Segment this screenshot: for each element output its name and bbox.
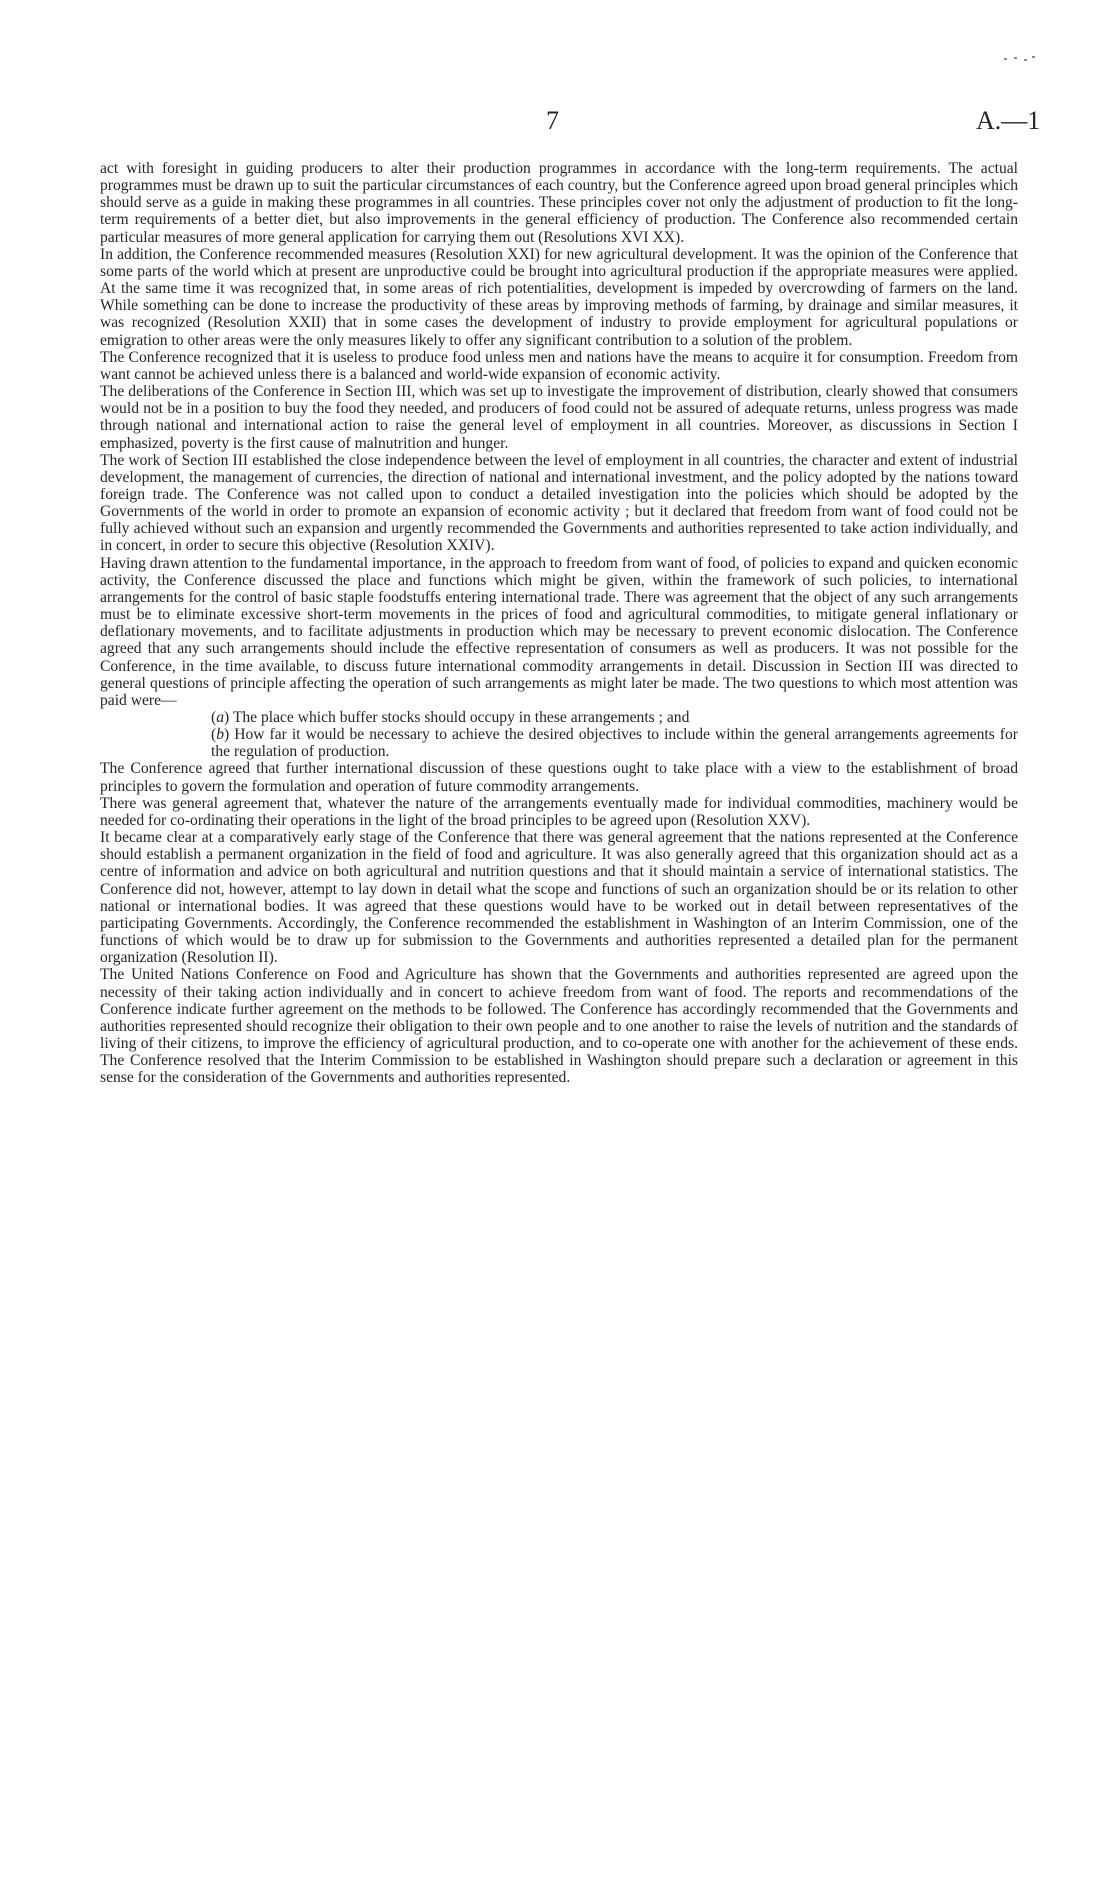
- paragraph: The Conference agreed that further international discussion of these questions ought to take place with a view to the establishment of broad principles to govern the formulation and operation of future commodity arrangements.: [100, 760, 1018, 795]
- paragraph: There was general agreement that, whatever the nature of the arrangements eventually made for individual commodities, machinery would be needed for co-ordinating their operations in the light of the broad principles to be agreed upon (Resolution XXV).: [100, 794, 1018, 829]
- paragraph: act with foresight in guiding producers to alter their production programmes in accordance with the long-term requirements. The actual programmes must be drawn up to suit the particular circumstances of each country, but the Conference agreed upon broad general principles which should serve as a guide in making these programmes in all countries. These principles cover not only the adjustment of production to fit the long-term requirements of a better diet, but also improvements in the general efficiency of production. The Conference also recommended certain particular measures of more general application for carrying them out (Resolutions XVI XX).: [100, 160, 1018, 246]
- list-item: (b) How far it would be necessary to achieve the desired objectives to include within the general arrangements agreements for the regulation of production.: [211, 726, 1018, 761]
- list-item-text: How far it would be necessary to achieve the desired objectives to include within the general arrangements agreements for the regulation of production.: [211, 726, 1018, 761]
- paragraph: The Conference recognized that it is useless to produce food unless men and nations have the means to acquire it for consumption. Freedom from want cannot be achieved unless there is a balanced and world-wide expansion of economic activity.: [100, 348, 1018, 383]
- paragraph: It became clear at a comparatively early stage of the Conference that there was general agreement that the nations represented at the Conference should establish a permanent organization in the field of food and agriculture. It was also generally agreed that this organization should act as a centre of information and advice on both agricultural and nutrition questions and that it should maintain a service of international statistics. The Conference did not, however, attempt to lay down in detail what the scope and functions of such an organization should be or its relation to other national or international bodies. It was agreed that these questions would have to be worked out in detail between representatives of the participating Governments. Accordingly, the Conference recommended the establishment in Washington of an Interim Commission, one of the functions of which would be to draw up for submission to the Governments and authorities represented a detailed plan for the permanent organization (Resolution II).: [100, 829, 1018, 967]
- paragraph: Having drawn attention to the fundamental importance, in the approach to freedom from want of food, of policies to expand and quicken economic activity, the Conference discussed the place and functions which might be given, within the framework of such policies, to international arrangements for the control of basic staple foodstuffs entering international trade. There was agreement that the object of any such arrangements must be to eliminate excessive short-term movements in the prices of food and agricultural commodities, to mitigate general inflationary or deflationary movements, and to facilitate adjustments in production which may be necessary to prevent economic dislocation. The Conference agreed that any such arrangements should include the effective representation of consumers as well as producers. It was not possible for the Conference, in the time available, to discuss future international commodity arrangements in detail. Discussion in Section III was directed to general questions of principle affecting the operation of such arrangements as might later be made. The two questions to which most attention was paid were—: [100, 554, 1019, 709]
- scan-speck-mark: [1000, 54, 1040, 62]
- list-marker: b: [216, 726, 224, 744]
- list-marker: a: [216, 709, 224, 726]
- page-number: 7: [546, 106, 559, 135]
- paragraph: The deliberations of the Conference in Section III, which was set up to investigate the improvement of distribution, clearly showed that consumers would not be in a position to buy the food they needed, and producers of food could not be assured of adequate returns, unless progress was made through national and international action to raise the general level of employment in all countries. Moreover, as discussions in Section I emphasized, poverty is the first cause of malnutrition and hunger.: [100, 383, 1018, 452]
- list-item: (a) The place which buffer stocks should occupy in these arrangements ; and: [211, 709, 690, 726]
- list-item-text: The place which buffer stocks should occupy in these arrangements ; and: [232, 709, 690, 726]
- paragraph: In addition, the Conference recommended measures (Resolution XXI) for new agricultural development. It was the opinion of the Conference that some parts of the world which at present are unproductive could be brought into agricultural production if the appropriate measures were applied. At the same time it was recognized that, in some areas of rich potentialities, development is impeded by overcrowding of farmers on the land. While something can be done to increase the productivity of these areas by improving methods of farming, by drainage and similar measures, it was recognized (Resolution XXII) that in some cases the development of industry to provide employment for agricultural populations or emigration to other areas were the only measures likely to offer any significant contribution to a solution of the problem.: [100, 245, 1018, 349]
- paragraph: The United Nations Conference on Food and Agriculture has shown that the Governments and authorities represented are agreed upon the necessity of their taking action individually and in concert to achieve freedom from want of food. The reports and recommendations of the Conference indicate further agreement on the methods to be followed. The Conference has accordingly recommended that the Governments and authorities represented should recognize their obligation to their own people and to one another to raise the levels of nutrition and the standards of living of their citizens, to improve the efficiency of agricultural production, and to co-operate one with another for the achievement of these ends. The Conference resolved that the Interim Commission to be established in Washington should prepare such a declaration or agreement in this sense for the consideration of the Governments and authorities represented.: [100, 966, 1018, 1087]
- paragraph: The work of Section III established the close independence between the level of employment in all countries, the character and extent of industrial development, the management of currencies, the direction of national and international investment, and the policy adopted by the nations toward foreign trade. The Conference was not called upon to conduct a detailed investigation into the policies which should be adopted by the Governments of the world in order to promote an expansion of economic activity ; but it declared that freedom from want of food could not be fully achieved without such an expansion and urgently recommended the Governments and authorities represented to take action individually, and in concert, in order to secure this objective (Resolution XXIV).: [100, 451, 1018, 555]
- body-text: [100, 160, 1018, 1086]
- document-reference: A.—1: [976, 106, 1041, 135]
